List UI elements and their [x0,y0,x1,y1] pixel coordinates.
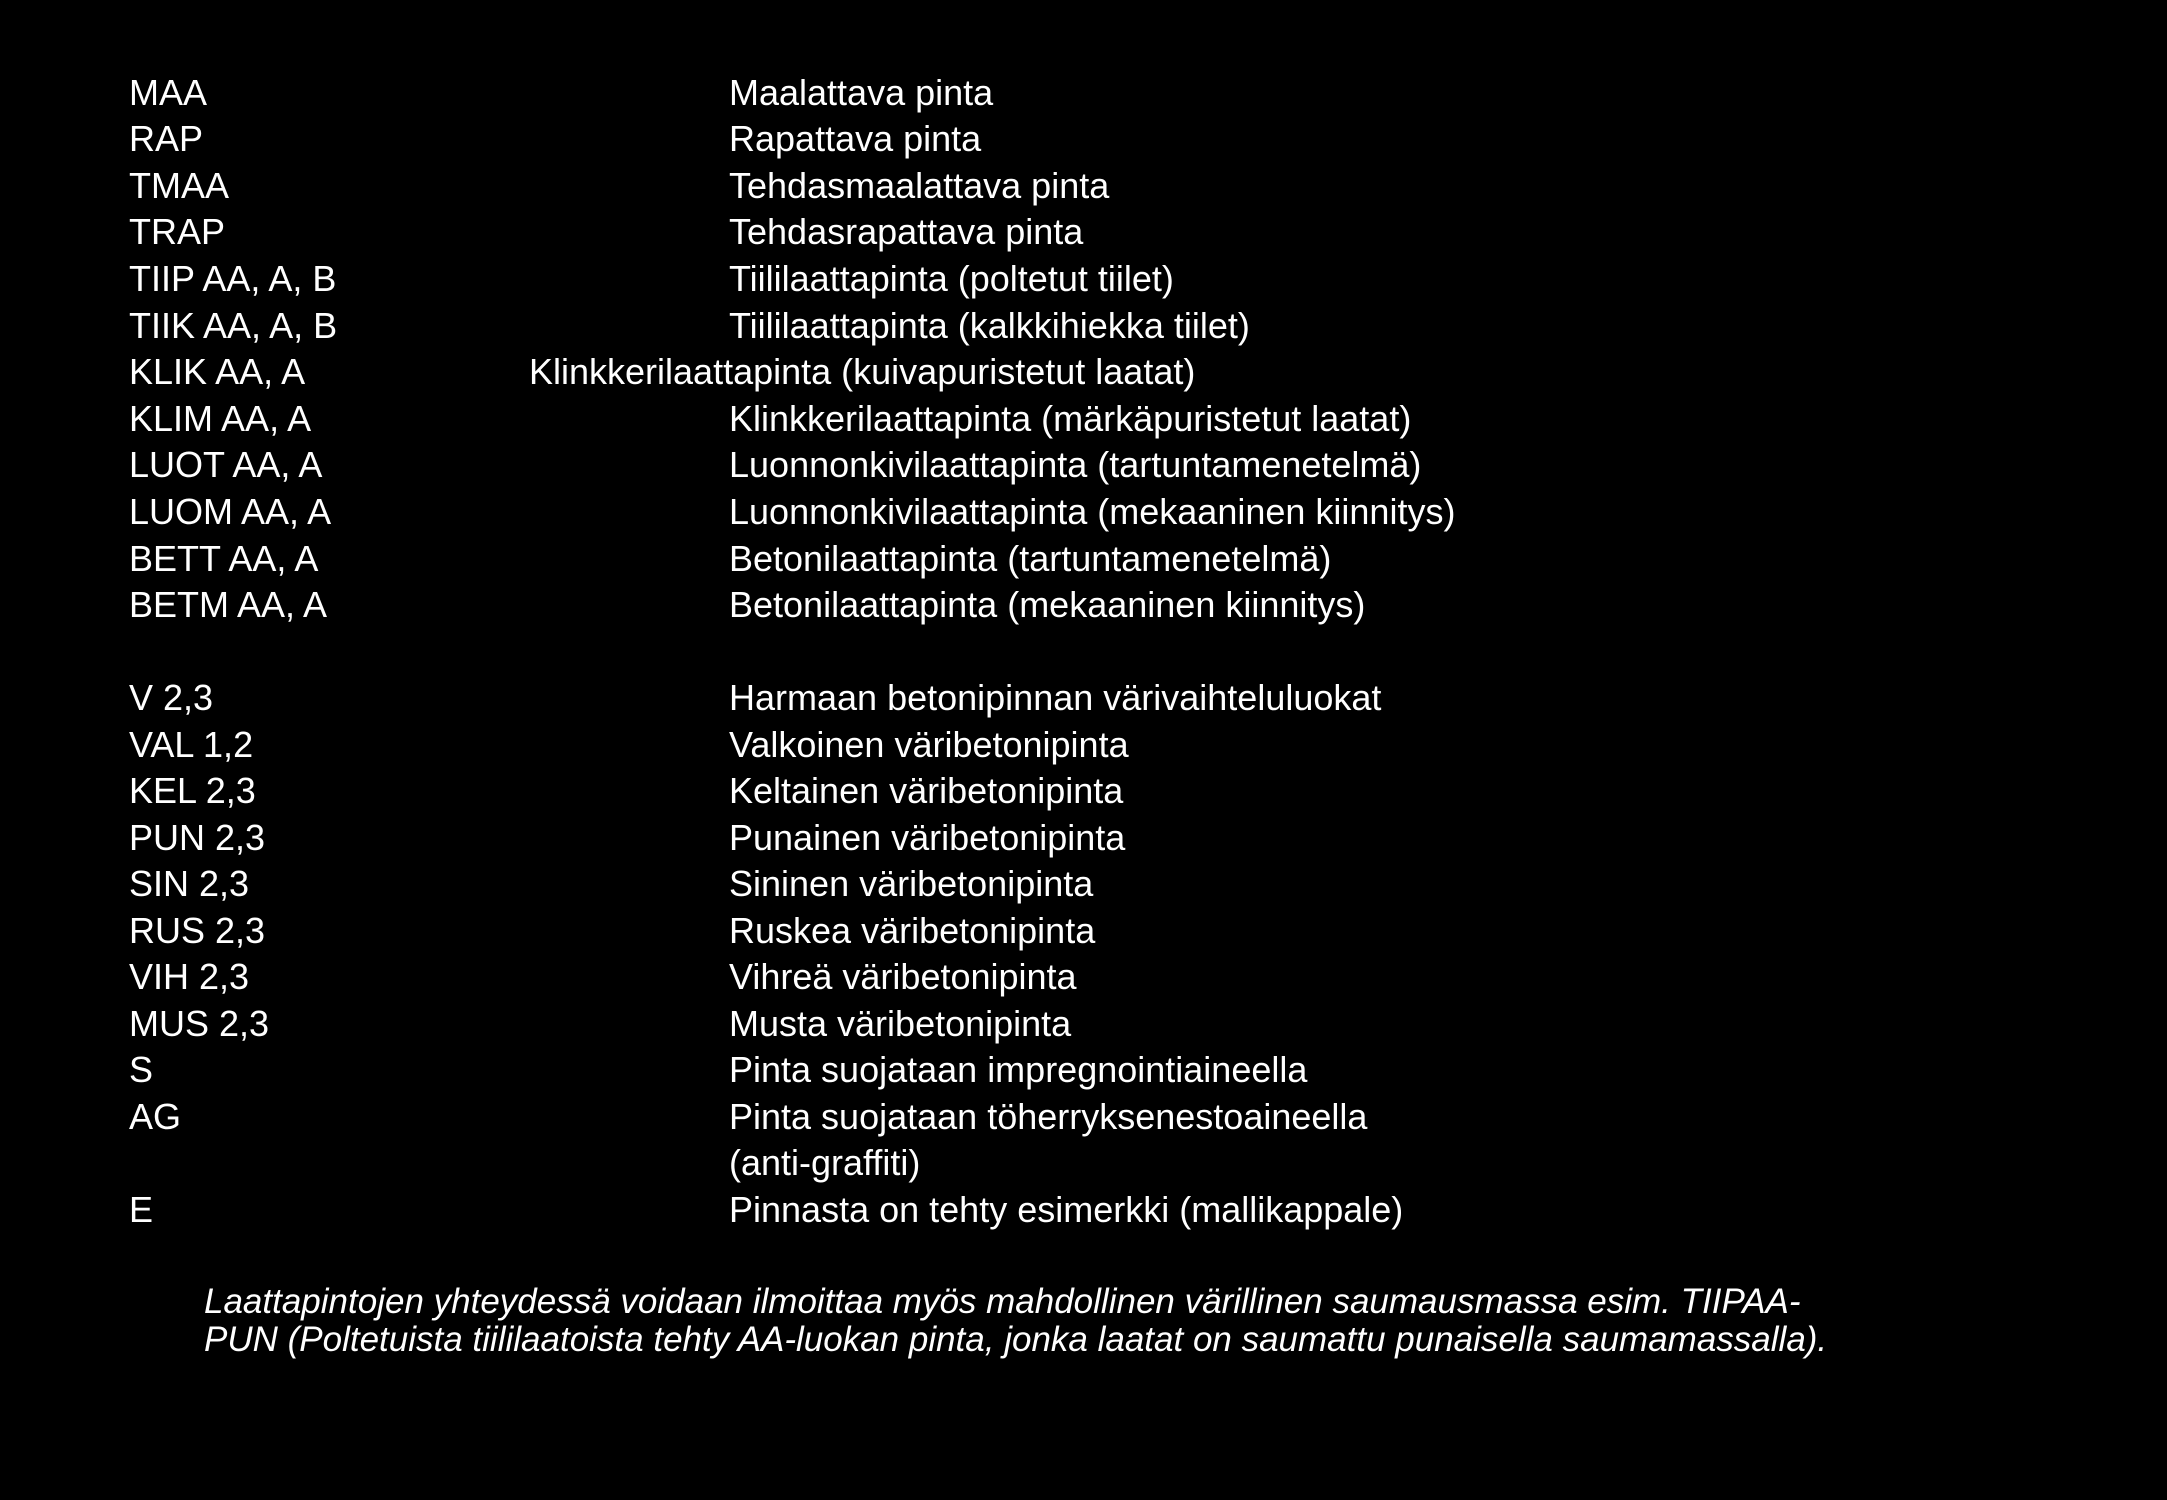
desc-tiik: Tiililaattapinta (kalkkihiekka tiilet) [729,305,1250,346]
desc-pun: Punainen väribetonipinta [729,817,1126,858]
code-val: VAL 1,2 [129,724,254,765]
code-e: E [129,1189,154,1230]
code-sin: SIN 2,3 [129,863,250,904]
desc-s: Pinta suojataan impregnointiaineella [729,1049,1308,1090]
desc-val: Valkoinen väribetonipinta [729,724,1129,765]
desc-tmaa: Tehdasmaalattava pinta [729,165,1110,206]
code-vih: VIH 2,3 [129,956,250,997]
code-s: S [129,1049,154,1090]
code-klik: KLIK AA, A [129,351,306,392]
desc-tiip: Tiililaattapinta (poltetut tiilet) [729,258,1174,299]
footnote-line-1: Laattapintojen yhteydessä voidaan ilmoittaa myös mahdollinen värillinen saumausmassa esim. TIIPAA- [204,1282,1801,1321]
code-pun: PUN 2,3 [129,817,266,858]
desc-betm: Betonilaattapinta (mekaaninen kiinnitys) [729,584,1366,625]
code-luom: LUOM AA, A [129,491,332,532]
desc-rap: Rapattava pinta [729,118,982,159]
desc-ag-continued: (anti-graffiti) [729,1142,921,1183]
desc-klim: Klinkkerilaattapinta (märkäpuristetut laatat) [729,398,1412,439]
code-mus: MUS 2,3 [129,1003,270,1044]
desc-trap: Tehdasrapattava pinta [729,211,1084,252]
code-rus: RUS 2,3 [129,910,266,951]
desc-kel: Keltainen väribetonipinta [729,770,1124,811]
code-betm: BETM AA, A [129,584,328,625]
desc-sin: Sininen väribetonipinta [729,863,1094,904]
desc-maa: Maalattava pinta [729,72,994,113]
code-v: V 2,3 [129,677,214,718]
code-tiip: TIIP AA, A, B [129,258,337,299]
desc-mus: Musta väribetonipinta [729,1003,1072,1044]
desc-ag: Pinta suojataan töherryksenestoaineella [729,1096,1368,1137]
code-bett: BETT AA, A [129,538,319,579]
code-trap: TRAP [129,211,226,252]
desc-e: Pinnasta on tehty esimerkki (mallikappale) [729,1189,1404,1230]
desc-klik: Klinkkerilaattapinta (kuivapuristetut laatat) [529,351,1196,392]
desc-rus: Ruskea väribetonipinta [729,910,1096,951]
code-kel: KEL 2,3 [129,770,256,811]
desc-bett: Betonilaattapinta (tartuntamenetelmä) [729,538,1332,579]
code-ag: AG [129,1096,182,1137]
code-tmaa: TMAA [129,165,230,206]
desc-luom: Luonnonkivilaattapinta (mekaaninen kiinnitys) [729,491,1456,532]
code-luot: LUOT AA, A [129,444,323,485]
desc-vih: Vihreä väribetonipinta [729,956,1077,997]
footnote [204,1283,2104,1359]
code-rap: RAP [129,118,204,159]
code-maa: MAA [129,72,208,113]
code-tiik: TIIK AA, A, B [129,305,338,346]
footnote-line-2: PUN (Poltetuista tiililaatoista tehty AA-luokan pinta, jonka laatat on saumattu punaisella saumamassalla). [204,1320,1828,1359]
desc-luot: Luonnonkivilaattapinta (tartuntamenetelmä) [729,444,1422,485]
code-klim: KLIM AA, A [129,398,312,439]
desc-v: Harmaan betonipinnan värivaihteluluokat [729,677,1382,718]
